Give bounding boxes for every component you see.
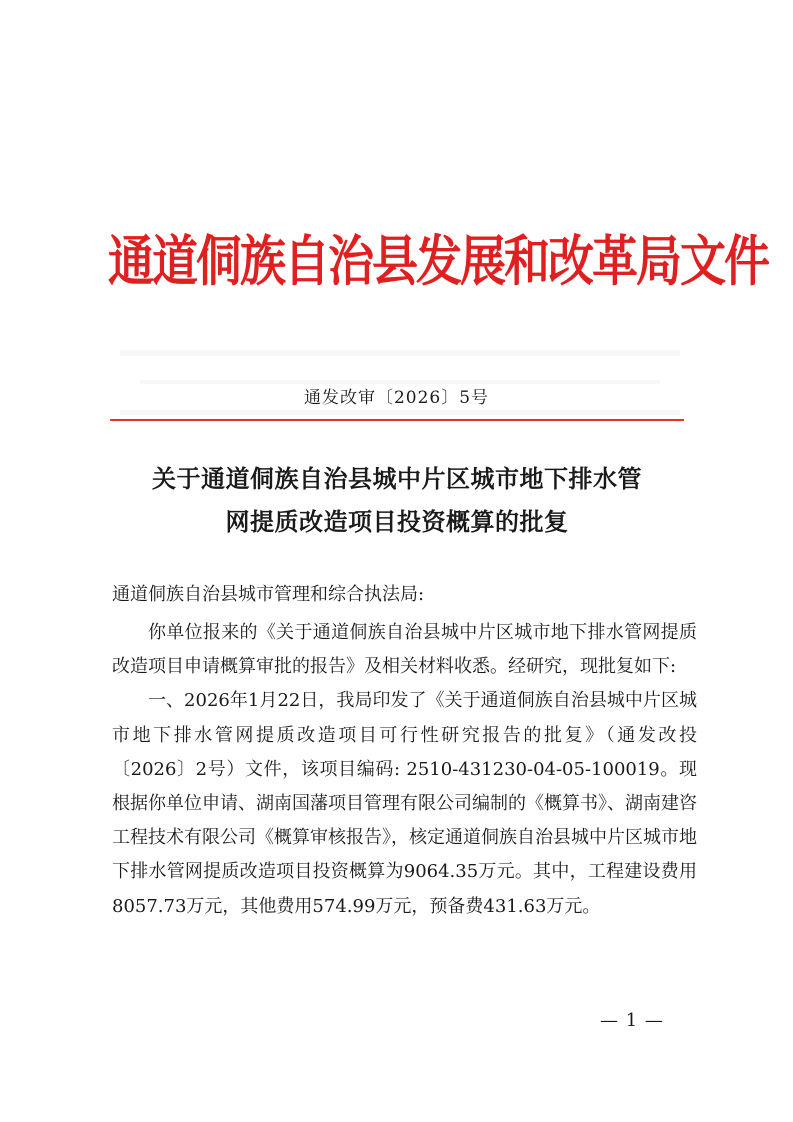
page-number: — 1 — — [600, 1010, 664, 1031]
red-separator-line — [110, 419, 684, 421]
document-title-line-2: 网提质改造项目投资概算的批复 — [225, 508, 569, 536]
addressee: 通道侗族自治县城市管理和综合执法局: — [112, 584, 425, 605]
document-body — [112, 616, 697, 924]
document-title-line-1: 关于通道侗族自治县城中片区城市地下排水管 — [152, 465, 642, 493]
issuer-banner: 通道侗族自治县发展和改革局文件 — [108, 229, 768, 293]
document-number: 通发改审〔2026〕5号 — [303, 388, 490, 408]
body-paragraph-1: 你单位报来的《关于通道侗族自治县城中片区城市地下排水管网提质改造项目申请概算审批的报告》及相关材料收悉。经研究，现批复如下: — [112, 622, 697, 678]
body-paragraph-2: 一、2026年1月22日，我局印发了《关于通道侗族自治县城中片区城市地下排水管网提质改造项目可行性研究报告的批复》（通发改投〔2026〕2号）文件，该项目编码: 2510-431230-04-05-100019。现根据你单位申请、湖南国藩项目管理有限公司编制的《概算书》、湖南建咨工程技术有限公司《概算审核报告》，核定通道侗族自治县城中片区城市地下排水管网提质改造项目投资概算为9064.35万元。其中，工程建设费用8057.73万元，其他费用574.99万元，预备费431.63万元。 — [112, 690, 697, 917]
